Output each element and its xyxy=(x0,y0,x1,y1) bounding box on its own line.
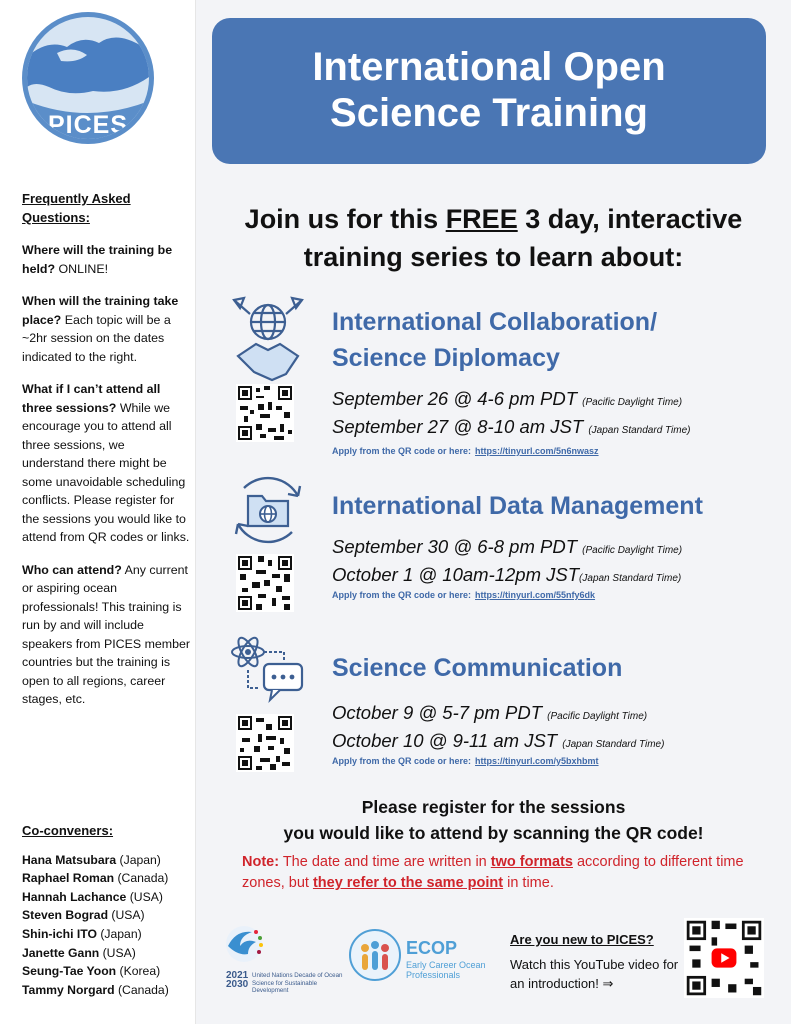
new-to-pices-text: Watch this YouTube video for an introduction! ⇒ xyxy=(510,957,679,991)
convener-country: (Korea) xyxy=(119,964,161,979)
intro-pre: Join us for this xyxy=(244,204,446,234)
un-decade-logo xyxy=(226,924,356,994)
convener-row xyxy=(22,925,192,944)
apply-text: Apply from the QR code or here: xyxy=(332,446,472,456)
qr-code-communication[interactable] xyxy=(236,714,294,772)
session-apply xyxy=(332,590,595,600)
register-line-1: Please register for the sessions xyxy=(361,797,626,817)
conveners-title: Co-conveners: xyxy=(22,823,114,838)
handshake-globe-icon xyxy=(228,296,308,382)
un-decade-text xyxy=(226,972,248,990)
sidebar xyxy=(0,0,196,1024)
intro-free: FREE xyxy=(445,204,518,234)
session-date-text: September 26 @ 4-6 pm PDT xyxy=(332,388,577,409)
apply-text: Apply from the QR code or here: xyxy=(332,590,472,600)
intro-line-2: training series to learn about: xyxy=(303,242,684,272)
title-line-2: Science Training xyxy=(330,91,648,135)
session-apply xyxy=(332,756,599,766)
faq-answer: Each topic will be a ~2hr session on the dates indicated to the right. xyxy=(22,312,171,364)
session-date-jst xyxy=(332,416,691,438)
ecop-logo xyxy=(348,928,488,992)
convener-name: Shin-ichi ITO xyxy=(22,926,97,941)
note-label: Note: xyxy=(242,854,280,870)
faq-question: Who can attend? xyxy=(22,562,122,577)
convener-row xyxy=(22,888,192,907)
convener-row xyxy=(22,869,192,888)
convener-name: Raphael Roman xyxy=(22,871,115,886)
convener-country: (Canada) xyxy=(117,982,169,997)
ecop-subtitle: Early Career Ocean Professionals xyxy=(406,960,486,980)
convener-name: Seung-Tae Yoon xyxy=(22,964,117,979)
faq-item xyxy=(22,241,190,278)
session-date-text: September 27 @ 8-10 am JST xyxy=(332,416,584,437)
convener-country: (USA) xyxy=(102,945,136,960)
register-line-2: you would like to attend by scanning the QR code! xyxy=(283,823,704,843)
new-to-pices-title: Are you new to PICES? xyxy=(510,932,654,947)
session-timezone: (Pacific Daylight Time) xyxy=(582,397,683,408)
main-content xyxy=(196,0,791,1024)
session-timezone: (Japan Standard Time) xyxy=(588,425,691,436)
session-title xyxy=(332,650,622,686)
convener-row xyxy=(22,944,192,963)
faq-section xyxy=(22,190,190,709)
faq-answer: While we encourage you to attend all three sessions, we understand there might be some unavoidable scheduling conflicts. Please register for the sessions you would like to attend from QR codes or links. xyxy=(22,400,190,544)
intro-post: 3 day, interactive xyxy=(517,204,743,234)
page-title xyxy=(212,18,766,164)
convener-country: (Japan) xyxy=(100,926,142,941)
session-timezone: (Japan Standard Time) xyxy=(579,573,682,584)
note-emphasis: they refer to the same point xyxy=(312,875,504,891)
conveners-section xyxy=(22,822,192,999)
convener-country: (Canada) xyxy=(117,871,169,886)
faq-answer: ONLINE! xyxy=(58,261,109,276)
apply-link[interactable]: https://tinyurl.com/55nfy6dk xyxy=(475,590,596,600)
convener-country: (USA) xyxy=(129,889,163,904)
ecop-title: ECOP xyxy=(406,938,458,958)
session-date-text: October 10 @ 9-11 am JST xyxy=(332,730,558,751)
note-text: according to different time zones, but xyxy=(242,854,744,891)
convener-name: Steven Bograd xyxy=(22,908,109,923)
note-emphasis: two formats xyxy=(490,854,573,870)
un-decade-caption: United Nations Decade of Ocean Science for Sustainable Development xyxy=(252,972,343,994)
faq-question: What if I can’t attend all three sessions? xyxy=(22,382,161,415)
convener-row xyxy=(22,851,192,870)
faq-item xyxy=(22,561,190,709)
note-text: The date and time are written in xyxy=(279,854,491,870)
convener-name: Janette Gann xyxy=(22,945,100,960)
session-apply xyxy=(332,446,599,456)
session-date-jst xyxy=(332,730,664,752)
apply-link[interactable]: https://tinyurl.com/y5bxhbmt xyxy=(475,756,599,766)
faq-question: Where will the training be held? xyxy=(22,243,173,276)
atom-chat-icon xyxy=(228,632,308,706)
folder-sync-icon xyxy=(228,474,308,546)
convener-name: Tammy Norgard xyxy=(22,982,115,997)
qr-code-data-management[interactable] xyxy=(236,554,294,612)
note-text: in time. xyxy=(503,875,554,891)
faq-item xyxy=(22,292,190,366)
intro-heading xyxy=(196,200,791,276)
convener-name: Hana Matsubara xyxy=(22,852,117,867)
convener-row xyxy=(22,981,192,1000)
faq-item xyxy=(22,380,190,547)
session-date-pdt xyxy=(332,536,682,558)
session-title-line-1: International Data Management xyxy=(332,492,703,520)
faq-question: When will the training take place? xyxy=(22,294,179,327)
session-timezone: (Pacific Daylight Time) xyxy=(582,545,683,556)
faq-answer: Any current or aspiring ocean professionals! This training is run by and will include speakers from PICES member countries but the training is open to all regions, career stages, etc. xyxy=(22,562,191,706)
convener-country: (Japan) xyxy=(119,852,161,867)
session-date-text: October 9 @ 5-7 pm PDT xyxy=(332,702,543,723)
apply-link[interactable]: https://tinyurl.com/5n6nwasz xyxy=(475,446,599,456)
qr-code-collaboration[interactable] xyxy=(236,384,294,442)
session-timezone: (Pacific Daylight Time) xyxy=(547,711,648,722)
ecop-people-icon xyxy=(348,928,402,982)
pices-logo xyxy=(22,12,154,144)
ocean-wave-icon xyxy=(226,924,266,968)
session-date-text: September 30 @ 6-8 pm PDT xyxy=(332,536,577,557)
logo-text: PICES xyxy=(47,111,129,139)
new-to-pices-box xyxy=(510,930,680,993)
convener-row xyxy=(22,962,192,981)
un-years: 2021 2030 xyxy=(226,970,249,990)
apply-text: Apply from the QR code or here: xyxy=(332,756,472,766)
session-title-line-2: Science Diplomacy xyxy=(332,344,560,372)
session-timezone: (Japan Standard Time) xyxy=(562,739,665,750)
session-date-pdt xyxy=(332,388,682,410)
title-line-1: International Open xyxy=(312,45,666,89)
session-title-line-1: International Collaboration/ xyxy=(332,308,658,336)
session-date-text: October 1 @ 10am-12pm JST xyxy=(332,564,580,585)
session-title-line-1: Science Communication xyxy=(332,654,623,682)
session-date-jst xyxy=(332,564,681,586)
session-title xyxy=(332,304,657,376)
timezone-note xyxy=(242,852,762,894)
session-date-pdt xyxy=(332,702,647,724)
session-title xyxy=(332,488,703,524)
convener-row xyxy=(22,906,192,925)
register-callout xyxy=(196,794,791,846)
faq-title: Frequently Asked Questions: xyxy=(22,191,131,225)
youtube-qr-code[interactable] xyxy=(684,918,764,998)
convener-name: Hannah Lachance xyxy=(22,889,127,904)
convener-country: (USA) xyxy=(111,908,145,923)
